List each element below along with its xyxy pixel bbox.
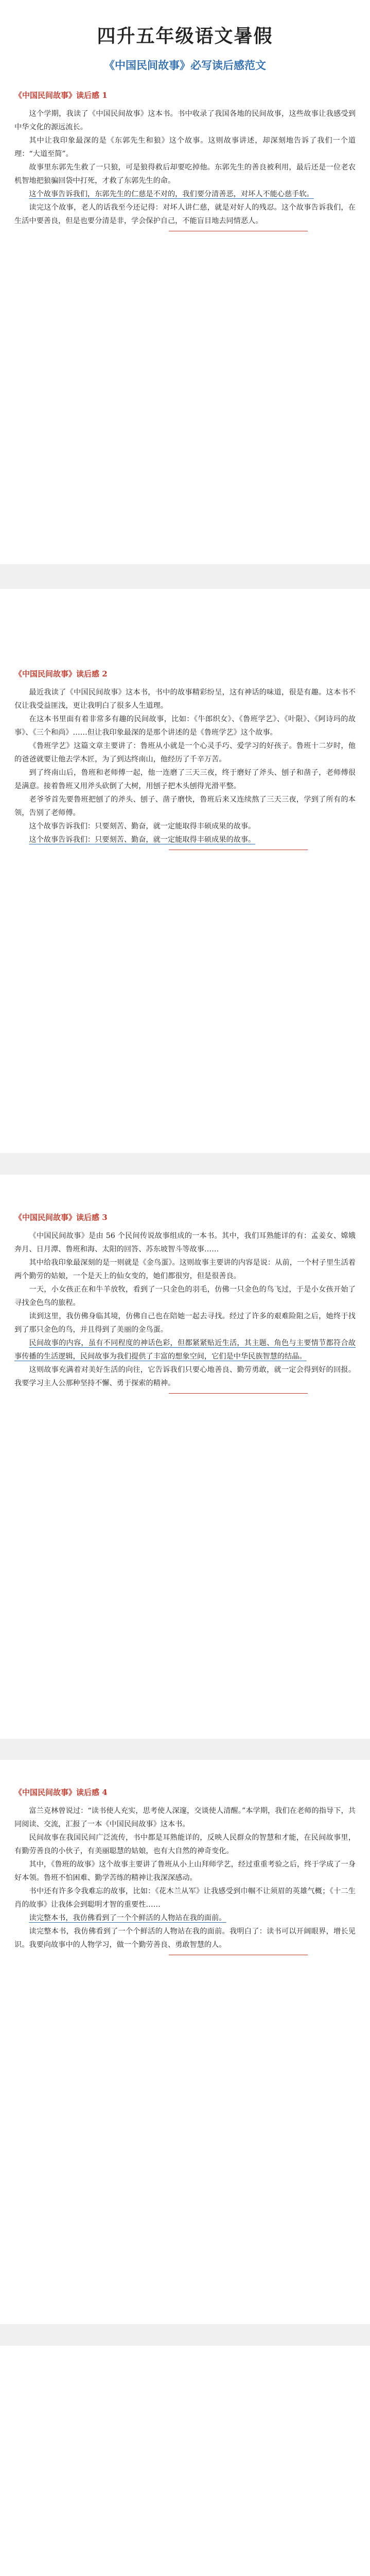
- essay-1-paragraph: 读完这个故事，老人的话我至今还记得：对坏人讲仁慈，就是对好人的残忍。这个故事告诉我们，在生活中要善良，但是也要分清是非，学会保护自己，不能盲目地去同情恶人。: [14, 204, 356, 225]
- essay-2-highlight: 这个故事告诉我们：只要刻苦、勤奋，就一定能取得丰硕成果的故事。: [29, 836, 256, 844]
- document-title: 四升五年级语文暑假: [97, 25, 273, 47]
- essay-4-paragraph: 其中，《鲁班的故事》这个故事主要讲了鲁班从小上山拜师学艺，经过重重考验之后，终于学成了一身好本领。鲁班不怕困难、勤学苦练的精神让我深深感动。: [14, 1860, 356, 1882]
- page-3: [0, 1175, 370, 1739]
- page-1: [0, 0, 370, 564]
- essay-2-heading: 《中国民间故事》读后感 2: [14, 669, 108, 679]
- page-5-blank: [0, 2346, 370, 2576]
- essay-3-highlight: 民间故事的内容，虽有不同程度的神话色彩，但都紧紧贴近生活，其主题、角色与主要情节都符合故事传播的生活逻辑，民间故事为我们提供了丰富的想象空间，它们是中华民族智慧的结晶。: [14, 1339, 356, 1361]
- essay-2-paragraph: 老爷爷首先要鲁班把刨了的斧头、刨子、凿子磨快，鲁班后来又连续熬了三天三夜，学到了所有的本领，告别了老师傅。: [14, 795, 356, 817]
- essay-3-paragraph: 一天，小女孩正在和牛羊放牧，看到了一只金色的羽毛，仿佛一只金色的鸟飞过，于是小女孩开始了寻找金色鸟的旅程。: [14, 1285, 356, 1307]
- end-rule: [169, 1393, 308, 1394]
- essay-1-paragraph: 其中让我印象最深的是《东郭先生和狼》这个故事。这则故事讲述，却深刻地告诉了我们一个道理：“大道至简”。: [14, 137, 356, 158]
- document-subtitle: 《中国民间故事》必写读后感范文: [104, 59, 266, 72]
- essay-1-paragraph: 这个学期，我读了《中国民间故事》这本书。书中收录了我国各地的民间故事，这些故事让我感受到中华文化的源远流长。: [14, 110, 356, 131]
- essay-1-highlight: 这个故事告诉我们，东郭先生的仁慈是不对的，我们要分清善恶，对坏人不能心慈手软。: [29, 190, 314, 198]
- essay-1-paragraph: 故事里东郭先生救了一只狼，可是狼得救后却要吃掉他。东郭先生的善良被利用，最后还是一位老农机智地把狼骗回袋中打死，才救了东郭先生的命。: [14, 163, 356, 185]
- essay-4-highlight: 读完整本书，我仿佛看到了一个个鲜活的人物站在我的面前。: [29, 1914, 226, 1922]
- essay-4-heading: 《中国民间故事》读后感 4: [14, 1788, 108, 1797]
- essay-2-paragraph: 到了终南山后，鲁班和老师傅一起，他一连磨了三天三夜，终于磨好了斧头、刨子和凿子，老师傅很是满意。接着鲁班又用斧头砍倒了大树，用刨子把木头刨得光滑平整。: [14, 769, 356, 790]
- essay-4-paragraph: 书中还有许多令我难忘的故事，比如：《花木兰从军》让我感受到巾帼不让须眉的英雄气概；《十二生肖的故事》让我体会到聪明才智的重要性……: [14, 1887, 356, 1909]
- essay-3-paragraph: 这则故事充满着对美好生活的向往，它告诉我们只要心地善良、勤劳勇敢，就一定会得到好的回报。我要学习主人公那种坚持不懈、勇于探索的精神。: [14, 1366, 356, 1387]
- essay-3-paragraph: 读到这里，我仿佛身临其境，仿佛自己也在陪她一起去寻找。经过了许多的艰难险阻之后，她终于找到了那只金色的鸟，并且得到了美丽的金鸟蛋。: [14, 1312, 356, 1334]
- page-2: [0, 589, 370, 1153]
- essay-3-heading: 《中国民间故事》读后感 3: [14, 1213, 108, 1222]
- essay-2-paragraph: 这个故事告诉我们：只要刻苦、勤奋，就一定能取得丰硕成果的故事。: [29, 822, 256, 831]
- essay-3-paragraph: 《中国民间故事》是由 56 个民间传说故事组成的一本书。其中，我们耳熟能详的有：孟姜女、嫦娥奔月、日月潭、鲁班和海、太阳的回答、苏东坡智斗等故事……: [14, 1232, 356, 1253]
- essay-2-paragraph: 在这本书里面有着非常多有趣的民间故事，比如：《牛郎织女》、《鲁班学艺》、《叶限》、《阿诗玛的故事》、《三个和尚》……但让我印象最深的是那个讲述的是《鲁班学艺》这个故事。: [14, 715, 356, 737]
- essay-4-paragraph: 读完整本书，我仿佛看到了一个个鲜活的人物站在我的面前。我明白了：读书可以开阔眼界，增长见识。我要向故事中的人物学习，做一个勤劳善良、勇敢智慧的人。: [14, 1927, 356, 1949]
- essay-2-paragraph: 《鲁班学艺》这篇文章主要讲了：鲁班从小就是一个心灵手巧、爱学习的好孩子。鲁班十二岁时，他的爸爸就要让他去学木匠，为了到达终南山，他经历了千辛万苦。: [14, 742, 356, 764]
- essay-1-heading: 《中国民间故事》读后感 1: [14, 91, 108, 100]
- essay-4-paragraph: 民间故事在我国民间广泛流传，书中都是耳熟能详的，反映人民群众的智慧和才能，在民间故事里，有勤劳善良的小伙子，有美丽聪慧的姑娘，也有大自然的神奇变化。: [14, 1834, 356, 1855]
- essay-2-paragraph: 最近我读了《中国民间故事》这本书，书中的故事精彩纷呈，这有神话的味道，很是有趣。这本书不仅让我受益匪浅，更让我明白了很多人生道理。: [14, 688, 356, 710]
- essay-4-paragraph: 富兰克林曾说过：“读书使人充实，思考使人深邃，交谈使人清醒。”本学期，我们在老师的指导下，共同阅读、交流，汇报了一本《中国民间故事》这本书。: [14, 1807, 356, 1828]
- essay-3-paragraph: 其中给我印象最深刻的是一则就是《金鸟蛋》。这则故事主要讲的内容是说：从前，一个村子里生活着两个勤劳的姑娘，一个是天上的仙女变的，她们都很穷，但是很善良。: [14, 1259, 356, 1280]
- page-4: [0, 1760, 370, 2324]
